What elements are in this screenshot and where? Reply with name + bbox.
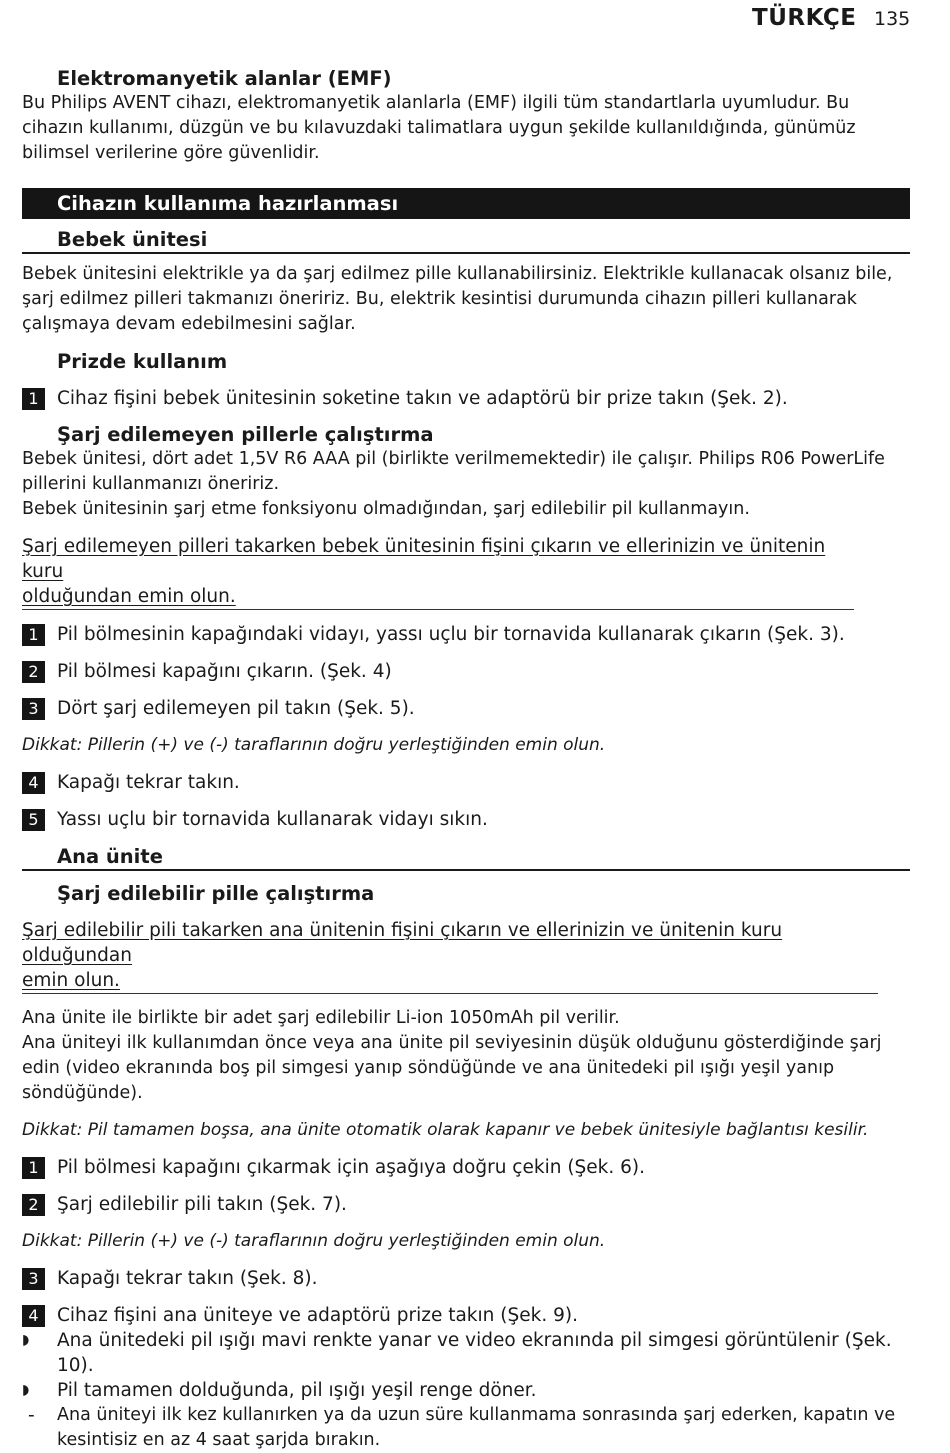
bullet-text: Pil tamamen dolduğunda, pil ışığı yeşil renge döner. bbox=[57, 1380, 537, 1401]
step-text: Pil bölmesinin kapağındaki vidayı, yassı uçlu bir tornavida kullanarak çıkarın (Şek. 3). bbox=[57, 624, 845, 645]
battery-note: Dikkat: Pillerin (+) ve (-) taraflarının doğru yerleştiğinden emin olun. bbox=[22, 735, 606, 755]
step-number: 5 bbox=[22, 809, 45, 831]
step-number: 2 bbox=[22, 1194, 45, 1216]
battery-step-3 bbox=[22, 696, 910, 721]
step-text: Kapağı tekrar takın (Şek. 8). bbox=[57, 1268, 318, 1289]
language-header: TÜRKÇE bbox=[752, 5, 857, 31]
parent-paragraph-1: Ana ünite ile birlikte bir adet şarj edilebilir Li-ion 1050mAh pil verilir. bbox=[22, 1008, 620, 1028]
warning-line-2: emin olun. bbox=[22, 970, 120, 991]
battery-step-1 bbox=[22, 622, 910, 647]
page-number: 135 bbox=[874, 8, 911, 30]
step-text: Dört şarj edilemeyen pil takın (Şek. 5). bbox=[57, 698, 415, 719]
dash-item bbox=[22, 1403, 910, 1453]
dash-text: Ana üniteyi ilk kez kullanırken ya da uzun süre kullanmama sonrasında şarj ederken, kapatın ve kesintisiz en az 4 saat şarjda bırakın. bbox=[57, 1405, 896, 1450]
step-number: 1 bbox=[22, 388, 45, 410]
result-bullet bbox=[22, 1328, 910, 1378]
step-text: Şarj edilebilir pili takın (Şek. 7). bbox=[57, 1194, 347, 1215]
step-number: 3 bbox=[22, 1268, 45, 1290]
warning-line-2: olduğundan emin olun. bbox=[22, 586, 236, 607]
step-number: 1 bbox=[22, 624, 45, 646]
mains-heading: Prizde kullanım bbox=[57, 350, 228, 373]
step-number: 4 bbox=[22, 1305, 45, 1327]
parent-step-1 bbox=[22, 1155, 910, 1180]
arrow-bullet-icon: ◗ bbox=[22, 1382, 30, 1398]
parent-note-1: Dikkat: Pil tamamen boşsa, ana ünite otomatik olarak kapanır ve bebek ünitesiyle bağlantısı kesilir. bbox=[22, 1120, 869, 1140]
battery-step-2 bbox=[22, 659, 910, 684]
step-number: 1 bbox=[22, 1157, 45, 1179]
step-text: Yassı uçlu bir tornavida kullanarak vidayı sıkın. bbox=[57, 809, 488, 830]
battery-heading: Şarj edilemeyen pillerle çalıştırma bbox=[57, 423, 434, 446]
warning-line-1: Şarj edilebilir pili takarken ana ünitenin fişini çıkarın ve ellerinizin ve ünitenin kuru olduğundan bbox=[22, 920, 783, 966]
mains-step bbox=[22, 386, 910, 411]
battery-step-5 bbox=[22, 807, 910, 832]
section-heading-bar: Cihazın kullanıma hazırlanması bbox=[22, 188, 910, 219]
step-number: 4 bbox=[22, 772, 45, 794]
step-text: Pil bölmesi kapağını çıkarın. (Şek. 4) bbox=[57, 661, 392, 682]
rechargeable-heading: Şarj edilebilir pille çalıştırma bbox=[57, 882, 375, 905]
parent-step-2 bbox=[22, 1192, 910, 1217]
step-text: Cihaz fişini bebek ünitesinin soketine takın ve adaptörü bir prize takın (Şek. 2). bbox=[57, 388, 788, 409]
rechargeable-warning bbox=[22, 918, 878, 994]
emf-heading: Elektromanyetik alanlar (EMF) bbox=[57, 67, 392, 90]
step-text: Cihaz fişini ana üniteye ve adaptörü prize takın (Şek. 9). bbox=[57, 1305, 578, 1326]
arrow-bullet-icon: ◗ bbox=[22, 1332, 30, 1348]
battery-step-4 bbox=[22, 770, 910, 795]
result-bullet bbox=[22, 1378, 910, 1403]
page-content bbox=[22, 66, 910, 1453]
parent-unit-heading: Ana ünite bbox=[22, 844, 910, 871]
step-text: Pil bölmesi kapağını çıkarmak için aşağıya doğru çekin (Şek. 6). bbox=[57, 1157, 646, 1178]
step-number: 3 bbox=[22, 698, 45, 720]
step-number: 2 bbox=[22, 661, 45, 683]
battery-paragraph-2: Bebek ünitesinin şarj etme fonksiyonu olmadığından, şarj edilebilir pil kullanmayın. bbox=[22, 499, 750, 519]
parent-step-4 bbox=[22, 1303, 910, 1328]
warning-line-1: Şarj edilemeyen pilleri takarken bebek ünitesinin fişini çıkarın ve ellerinizin ve ünitenin kuru bbox=[22, 536, 826, 582]
parent-step-3 bbox=[22, 1266, 910, 1291]
step-text: Kapağı tekrar takın. bbox=[57, 772, 240, 793]
baby-unit-heading: Bebek ünitesi bbox=[22, 227, 910, 254]
parent-note-2: Dikkat: Pillerin (+) ve (-) taraflarının doğru yerleştiğinden emin olun. bbox=[22, 1231, 606, 1251]
battery-warning bbox=[22, 534, 854, 610]
emf-paragraph: Bu Philips AVENT cihazı, elektromanyetik alanlarla (EMF) ilgili tüm standartlarla uyumludur. Bu cihazın kullanımı, düzgün ve bu kılavuzdaki talimatlara uygun şekilde kullanıldığında, günümüz bilimsel verilerine göre güvenlidir. bbox=[22, 93, 856, 163]
baby-unit-paragraph: Bebek ünitesini elektrikle ya da şarj edilmez pille kullanabilirsiniz. Elektrikle kullanacak olsanız bile, şarj edilmez pilleri takmanızı öneririz. Bu, elektrik kesintisi durumunda cihazın pilleri kullanarak çalışmaya devam edebilmesini sağlar. bbox=[22, 264, 893, 334]
bullet-text: Ana ünitedeki pil ışığı mavi renkte yanar ve video ekranında pil simgesi görüntülenir (Şek. 10). bbox=[57, 1330, 892, 1376]
battery-paragraph-1: Bebek ünitesi, dört adet 1,5V R6 AAA pil (birlikte verilmemektedir) ile çalışır. Philips R06 PowerLife pillerini kullanmanızı öneririz. bbox=[22, 449, 885, 494]
dash-bullet: - bbox=[28, 1405, 35, 1426]
parent-paragraph-2: Ana üniteyi ilk kullanımdan önce veya ana ünite pil seviyesinin düşük olduğunu gösterdiğinde şarj edin (video ekranında boş pil simgesi yanıp söndüğünde ve ana ünitedeki pil ışığı yeşil yanıp söndüğünde). bbox=[22, 1033, 882, 1103]
